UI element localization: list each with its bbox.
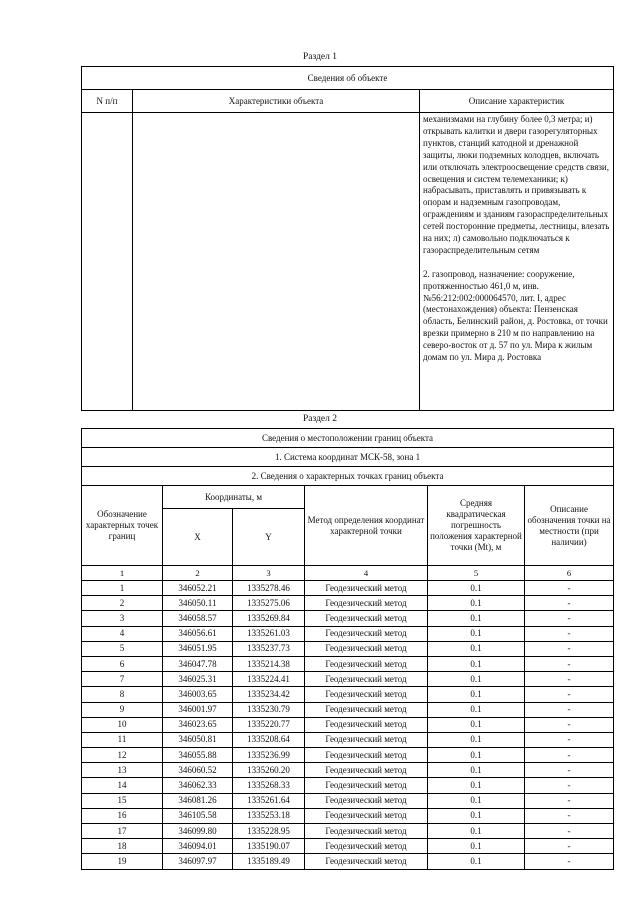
point-number: 13 — [82, 763, 163, 778]
point-number: 12 — [82, 748, 163, 763]
error-cell: 0.1 — [428, 763, 525, 778]
method-cell: Геодезический метод — [305, 824, 428, 839]
object-info-table — [81, 66, 614, 411]
method-cell: Геодезический метод — [305, 732, 428, 747]
location-cell: - — [525, 581, 614, 596]
coord-x: 346052.21 — [163, 581, 233, 596]
table-row — [82, 808, 614, 823]
coord-y: 1335228.95 — [233, 824, 305, 839]
point-number: 15 — [82, 793, 163, 808]
location-cell: - — [525, 732, 614, 747]
point-number: 2 — [82, 596, 163, 611]
point-number: 8 — [82, 687, 163, 702]
point-number: 3 — [82, 611, 163, 626]
coord-x: 346056.61 — [163, 626, 233, 641]
point-number: 7 — [82, 672, 163, 687]
coord-y: 1335190.07 — [233, 839, 305, 854]
table-row — [82, 656, 614, 671]
coord-y: 1335230.79 — [233, 702, 305, 717]
point-number: 14 — [82, 778, 163, 793]
col-num-header: N п/п — [82, 90, 133, 113]
object-description — [420, 113, 614, 411]
col-designation-header: Обозначение характерных точек границ — [82, 486, 163, 566]
coord-y: 1335236.99 — [233, 748, 305, 763]
error-cell: 0.1 — [428, 641, 525, 656]
method-cell: Геодезический метод — [305, 641, 428, 656]
table-row — [82, 702, 614, 717]
table-row — [82, 611, 614, 626]
error-cell: 0.1 — [428, 611, 525, 626]
point-number: 4 — [82, 626, 163, 641]
coord-y: 1335261.64 — [233, 793, 305, 808]
table-row — [82, 732, 614, 747]
boundary-table — [81, 428, 614, 870]
location-cell: - — [525, 596, 614, 611]
method-cell: Геодезический метод — [305, 687, 428, 702]
method-cell: Геодезический метод — [305, 793, 428, 808]
error-cell: 0.1 — [428, 808, 525, 823]
coord-x: 346099.80 — [163, 824, 233, 839]
table-row — [82, 687, 614, 702]
col-desc-header: Описание характеристик — [420, 90, 614, 113]
method-cell: Геодезический метод — [305, 778, 428, 793]
method-cell: Геодезический метод — [305, 839, 428, 854]
coord-x: 346050.81 — [163, 732, 233, 747]
error-cell: 0.1 — [428, 854, 525, 869]
coord-x: 346051.95 — [163, 641, 233, 656]
table-row — [82, 793, 614, 808]
location-cell: - — [525, 778, 614, 793]
location-cell: - — [525, 626, 614, 641]
coord-x: 346047.78 — [163, 656, 233, 671]
coord-x: 346105.58 — [163, 808, 233, 823]
coord-y: 1335189.49 — [233, 854, 305, 869]
col-location-header: Описание обозначения точки на местности (при наличии) — [525, 486, 614, 566]
point-number: 9 — [82, 702, 163, 717]
error-cell: 0.1 — [428, 839, 525, 854]
coord-y: 1335224.41 — [233, 672, 305, 687]
coord-x: 346001.97 — [163, 702, 233, 717]
row-char-cell — [133, 113, 420, 411]
error-cell: 0.1 — [428, 793, 525, 808]
location-cell: - — [525, 672, 614, 687]
description-part1: механизмами на глубину более 0,3 метра; и) открывать калитки и двери газорегуляторных пунктов, станций катодной и дренажной защиты, люки подземных колодцев, включать или отключать электроосвещение средств связи, освещения и систем телемеханики; к) набрасывать, приставлять и привязывать к опорам и надземным газопроводам, ограждениям и зданиям газораспределительных сетей посторонние предметы, лестницы, влезать на них; л) самовольно подключаться к газораспределительным сетям — [423, 114, 610, 255]
coord-y: 1335275.06 — [233, 596, 305, 611]
error-cell: 0.1 — [428, 748, 525, 763]
coord-y: 1335278.46 — [233, 581, 305, 596]
coord-x: 346097.97 — [163, 854, 233, 869]
point-number: 6 — [82, 656, 163, 671]
description-part2: 2. газопровод, назначение: сооружение, протяженностью 461,0 м, инв. №56:212:002:000064570, лит. I, адрес (местонахождения) объекта: Пензенская область, Белинский район, д. Ростовка, от точки врезки примерно в 210 м по направлению на северо-восток от д. 57 по ул. Мира к жилым домам по ул. Мира д. Ростовка — [423, 268, 608, 363]
location-cell: - — [525, 808, 614, 823]
coord-x: 346025.31 — [163, 672, 233, 687]
coord-y: 1335269.84 — [233, 611, 305, 626]
error-cell: 0.1 — [428, 581, 525, 596]
coord-x: 346060.52 — [163, 763, 233, 778]
error-cell: 0.1 — [428, 732, 525, 747]
row-num-cell — [82, 113, 133, 411]
coord-y: 1335214.38 — [233, 656, 305, 671]
location-cell: - — [525, 702, 614, 717]
coord-system: 1. Система координат МСК-58, зона 1 — [82, 448, 614, 467]
error-cell: 0.1 — [428, 656, 525, 671]
col-number: 6 — [525, 566, 614, 581]
point-number: 19 — [82, 854, 163, 869]
col-number: 3 — [233, 566, 305, 581]
method-cell: Геодезический метод — [305, 808, 428, 823]
location-cell: - — [525, 641, 614, 656]
coord-y: 1335208.64 — [233, 732, 305, 747]
col-number: 2 — [163, 566, 233, 581]
error-cell: 0.1 — [428, 672, 525, 687]
method-cell: Геодезический метод — [305, 748, 428, 763]
error-cell: 0.1 — [428, 687, 525, 702]
coord-y: 1335261.03 — [233, 626, 305, 641]
point-number: 17 — [82, 824, 163, 839]
error-cell: 0.1 — [428, 702, 525, 717]
location-cell: - — [525, 717, 614, 732]
table-row — [82, 581, 614, 596]
table-row — [82, 839, 614, 854]
col-number: 1 — [82, 566, 163, 581]
coord-y: 1335260.20 — [233, 763, 305, 778]
method-cell: Геодезический метод — [305, 656, 428, 671]
points-header: 2. Сведения о характерных точках границ объекта — [82, 467, 614, 486]
coord-y: 1335237.73 — [233, 641, 305, 656]
col-y-header: Y — [233, 509, 305, 566]
method-cell: Геодезический метод — [305, 596, 428, 611]
col-number: 4 — [305, 566, 428, 581]
coord-x: 346081.26 — [163, 793, 233, 808]
col-x-header: X — [163, 509, 233, 566]
point-number: 11 — [82, 732, 163, 747]
location-cell: - — [525, 748, 614, 763]
coord-x: 346094.01 — [163, 839, 233, 854]
location-cell: - — [525, 611, 614, 626]
coord-y: 1335234.42 — [233, 687, 305, 702]
table-row — [82, 717, 614, 732]
method-cell: Геодезический метод — [305, 717, 428, 732]
table-row — [82, 778, 614, 793]
coord-x: 346058.57 — [163, 611, 233, 626]
col-char-header: Характеристики объекта — [133, 90, 420, 113]
method-cell: Геодезический метод — [305, 626, 428, 641]
point-number: 5 — [82, 641, 163, 656]
coord-y: 1335220.77 — [233, 717, 305, 732]
coord-x: 346062.33 — [163, 778, 233, 793]
table-row — [82, 763, 614, 778]
table-row — [82, 626, 614, 641]
coord-x: 346050.11 — [163, 596, 233, 611]
method-cell: Геодезический метод — [305, 672, 428, 687]
table-row — [82, 672, 614, 687]
table-row — [82, 748, 614, 763]
error-cell: 0.1 — [428, 778, 525, 793]
object-info-header: Сведения об объекте — [82, 67, 614, 90]
section2-title: Раздел 2 — [303, 414, 337, 424]
boundary-header: Сведения о местоположении границ объекта — [82, 429, 614, 448]
method-cell: Геодезический метод — [305, 581, 428, 596]
col-coords-header: Координаты, м — [163, 486, 305, 509]
location-cell: - — [525, 793, 614, 808]
col-number: 5 — [428, 566, 525, 581]
location-cell: - — [525, 824, 614, 839]
point-number: 10 — [82, 717, 163, 732]
point-number: 16 — [82, 808, 163, 823]
location-cell: - — [525, 854, 614, 869]
location-cell: - — [525, 763, 614, 778]
error-cell: 0.1 — [428, 717, 525, 732]
coord-x: 346023.65 — [163, 717, 233, 732]
location-cell: - — [525, 656, 614, 671]
table-row — [82, 641, 614, 656]
location-cell: - — [525, 839, 614, 854]
method-cell: Геодезический метод — [305, 611, 428, 626]
method-cell: Геодезический метод — [305, 763, 428, 778]
section1-title: Раздел 1 — [303, 52, 337, 62]
coord-y: 1335253.18 — [233, 808, 305, 823]
method-cell: Геодезический метод — [305, 854, 428, 869]
table-row — [82, 854, 614, 869]
coord-y: 1335268.33 — [233, 778, 305, 793]
table-row — [82, 596, 614, 611]
col-error-header: Средняя квадратическая погрешность положения характерной точки (Mt), м — [428, 486, 525, 566]
error-cell: 0.1 — [428, 824, 525, 839]
error-cell: 0.1 — [428, 626, 525, 641]
point-number: 1 — [82, 581, 163, 596]
point-number: 18 — [82, 839, 163, 854]
method-cell: Геодезический метод — [305, 702, 428, 717]
location-cell: - — [525, 687, 614, 702]
coord-x: 346055.88 — [163, 748, 233, 763]
error-cell: 0.1 — [428, 596, 525, 611]
col-method-header: Метод определения координат характерной точки — [305, 486, 428, 566]
table-row — [82, 824, 614, 839]
coord-x: 346003.65 — [163, 687, 233, 702]
